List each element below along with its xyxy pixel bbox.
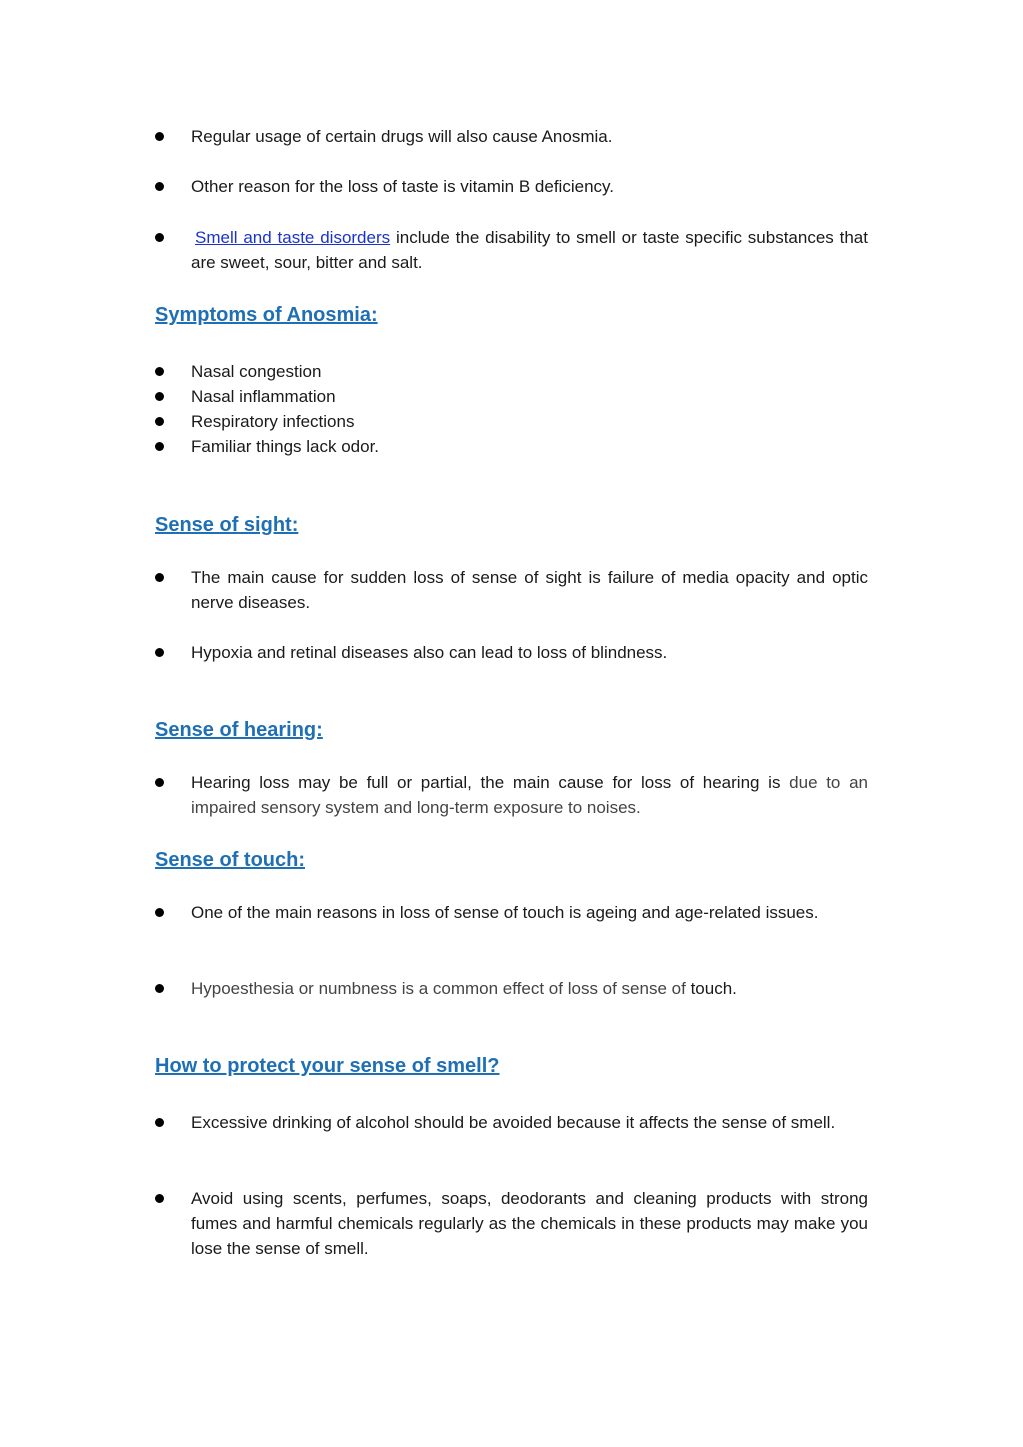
bullet-icon [155,573,164,582]
list-item: Excessive drinking of alcohol should be avoided because it affects the sense of smell. [155,1110,868,1135]
bullet-icon [155,182,164,191]
list-item: Hypoxia and retinal diseases also can lead to loss of blindness. [155,640,868,665]
list-item: Nasal inflammation [155,384,868,409]
list-item: The main cause for sudden loss of sense of sight is failure of media opacity and optic nerve diseases. [155,565,868,615]
bullet-icon [155,132,164,141]
list-item: One of the main reasons in loss of sense of touch is ageing and age-related issues. [155,900,868,925]
bullet-icon [155,442,164,451]
list-item: Hearing loss may be full or partial, the main cause for loss of hearing is due to an impaired sensory system and long-term exposure to noises. [155,770,868,820]
list-item: Smell and taste disorders include the disability to smell or taste specific substances that are sweet, sour, bitter and salt. [155,225,868,275]
bullet-icon [155,417,164,426]
bullet-icon [155,778,164,787]
list-item: Nasal congestion [155,359,868,384]
bullet-icon [155,908,164,917]
section-heading-symptoms: Symptoms of Anosmia: [155,304,378,326]
list-item: Other reason for the loss of taste is vitamin B deficiency. [155,174,868,199]
bullet-icon [155,233,164,242]
bullet-icon [155,984,164,993]
section-heading-sight: Sense of sight: [155,514,299,536]
list-item: Respiratory infections [155,409,868,434]
bullet-icon [155,1194,164,1203]
list-item: Familiar things lack odor. [155,434,868,459]
bullet-icon [155,392,164,401]
list-item: Regular usage of certain drugs will also cause Anosmia. [155,124,868,149]
list-item: Avoid using scents, perfumes, soaps, deodorants and cleaning products with strong fumes and harmful chemicals regularly as the chemicals in these products may make you lose the sense of smell. [155,1186,868,1261]
smell-taste-disorders-link[interactable]: Smell and taste disorders [195,228,391,247]
section-heading-touch: Sense of touch: [155,849,306,871]
list-item: Hypoesthesia or numbness is a common effect of loss of sense of touch. [155,976,868,1001]
bullet-icon [155,648,164,657]
section-heading-protect: How to protect your sense of smell? [155,1055,500,1077]
bullet-icon [155,1118,164,1127]
bullet-icon [155,367,164,376]
section-heading-hearing: Sense of hearing: [155,719,323,741]
